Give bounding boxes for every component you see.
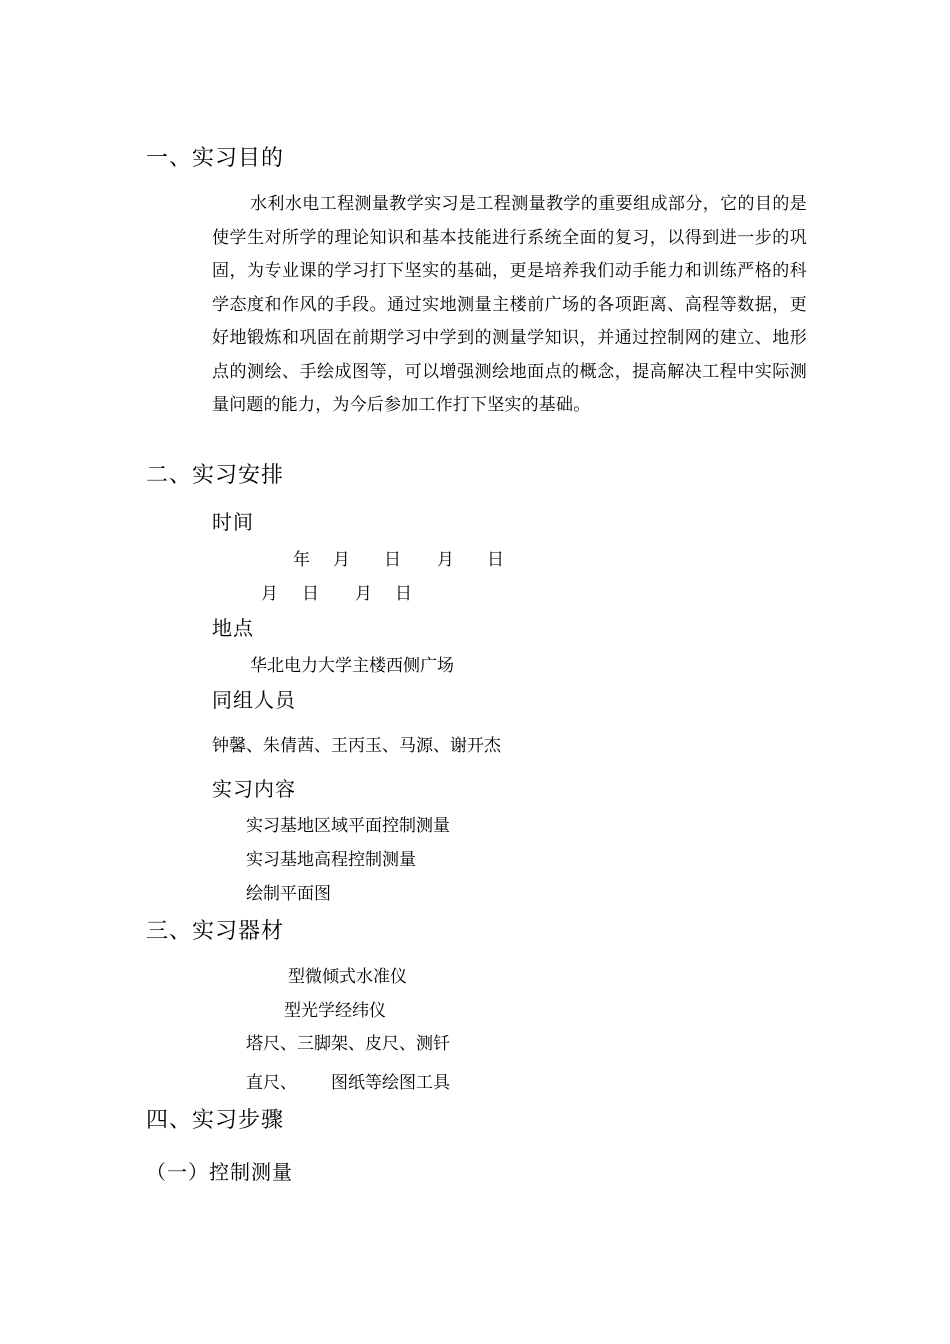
equipment-item: 塔尺、三脚架、皮尺、测钎 xyxy=(246,1034,450,1054)
content-item: 实习基地高程控制测量 xyxy=(246,850,416,870)
equipment-item-ruler: 直尺、 xyxy=(246,1073,297,1093)
time-month-3: 月 xyxy=(261,584,278,604)
time-label: 时间 xyxy=(212,510,254,534)
purpose-paragraph: 水利水电工程测量教学实习是工程测量教学的重要组成部分，它的目的是使学生对所学的理论知识和基本技能进行系统全面的复习，以得到进一步的巩固，为专业课的学习打下坚实的基础，更是培养我们动手能力和训练严格的科学态度和作风的手段。通过实地测量主楼前广场的各项距离、高程等数据，更好地锻炼和巩固在前期学习中学到的测量学知识，并通过控制网的建立、地形点的测绘、手绘成图等，可以增强测绘地面点的概念，提高解决工程中实际测量问题的能力，为今后参加工作打下坚实的基础。 xyxy=(212,194,807,415)
place-value: 华北电力大学主楼西侧广场 xyxy=(250,656,454,676)
content-item: 绘制平面图 xyxy=(246,884,331,904)
members-label: 同组人员 xyxy=(212,688,296,712)
members-value: 钟馨、朱倩茜、王丙玉、马源、谢开杰 xyxy=(212,736,501,756)
time-day-4: 日 xyxy=(395,584,412,604)
time-month-4: 月 xyxy=(355,584,372,604)
time-year-1: 年 xyxy=(293,550,310,570)
section-heading-steps: 四、实习步骤 xyxy=(146,1108,285,1133)
section-heading-purpose: 一、实习目的 xyxy=(146,146,285,171)
section-heading-arrangement: 二、实习安排 xyxy=(146,463,285,488)
equipment-item-drawing: 图纸等绘图工具 xyxy=(331,1073,450,1093)
subsection-heading-control-survey: （一）控制测量 xyxy=(146,1160,293,1184)
time-month-1: 月 xyxy=(333,550,350,570)
time-day-3: 日 xyxy=(302,584,319,604)
content-label: 实习内容 xyxy=(212,777,296,801)
equipment-item: 型微倾式水准仪 xyxy=(288,967,407,987)
time-month-2: 月 xyxy=(437,550,454,570)
time-day-1: 日 xyxy=(384,550,401,570)
time-day-2: 日 xyxy=(487,550,504,570)
content-item: 实习基地区域平面控制测量 xyxy=(246,816,450,836)
place-label: 地点 xyxy=(212,616,254,640)
equipment-item: 型光学经纬仪 xyxy=(284,1001,386,1021)
section-heading-equipment: 三、实习器材 xyxy=(146,919,285,944)
